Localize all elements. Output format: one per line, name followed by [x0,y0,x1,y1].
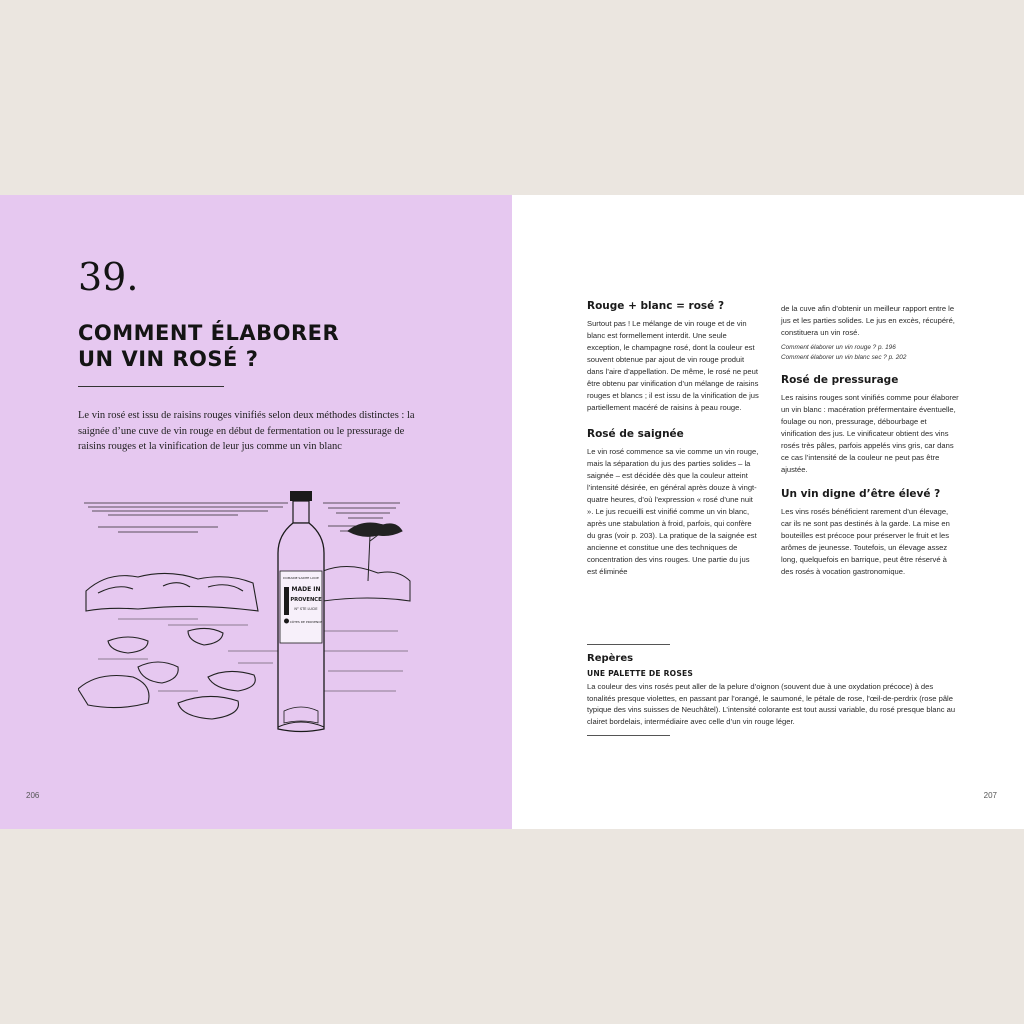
section-heading-saignee: Rosé de saignée [587,428,684,440]
bottle-label-line1: MADE IN [291,586,321,593]
section-text-rouge-blanc: Surtout pas ! Le mélange de vin rouge et de vin blanc est formellement interdit. Une seule exception, le champagne rosé, dont la couleur est souvent obtenue par ajout de vin rouge produit dans l’aire d’appellation. De même, le rosé ne peut être obtenu par vinification d’un mélange de raisins rouges et blancs ; il est issu de la vinification de jus partiellement macéré de raisins à peau rouge. [587,319,759,412]
section-text-continued: de la cuve afin d’obtenir un meilleur rapport entre le jus et les parties solides. Le jus en excès, récupéré, constituera un vin rosé. [781,304,955,337]
title-line-1: COMMENT ÉLABORER [78,321,340,345]
box-top-rule [587,644,670,645]
page-title [78,320,339,372]
reperes-box [587,644,957,736]
bottle-label-line3: N° STE LUCIE [294,607,318,611]
page-number-right: 207 [983,791,997,800]
section-text-saignee: Le vin rosé commence sa vie comme un vin rouge, mais la séparation du jus des parties solides – la saignée – est décidée dès que la couleur atteint l’intensité désirée, en général après douze à vingt-quatre heures, d’où l’expression « rosé d’une nuit ». Le jus recueilli est vinifié comme un vin blanc, après une stabulation à froid, parfois, qui confère du gras (voir p. 203). La pratique de la saignée est ancienne et constitue une des techniques de concentration des vins rouges. Une partie du jus est éliminée [587,447,759,576]
text-column-2 [781,303,959,578]
far-shore [323,566,410,601]
box-subheading: UNE PALETTE DE ROSES [587,669,694,678]
box-heading: Repères [587,653,634,664]
rocks [78,573,258,719]
section-heading-rouge-blanc: Rouge + blanc = rosé ? [587,300,725,312]
section-text-pressurage: Les raisins rouges sont vinifiés comme pour élaborer un vin blanc : macération préfermentaire éventuelle, foulage ou non, pressurage, débourbage et vinification des jus. Le vinificateur obtient des vins rosés très pâles, parfois appelés vins gris, car dans ce cas l’intensité de la couleur ne peut pas être ajustée. [781,393,959,474]
bottle-label-line2: PROVENCE [290,597,322,603]
left-page [0,195,512,829]
chapter-number: 39. [78,255,139,299]
intro-paragraph: Le vin rosé est issu de raisins rouges vinifiés selon deux méthodes distinctes : la saignée d’une cuve de vin rouge en début de fermentation ou le pressurage de raisins rouges et la vinification de leur jus comme un vin blanc [78,410,415,452]
title-line-2: UN VIN ROSÉ ? [78,347,259,371]
book-spread [0,195,1024,829]
box-text: La couleur des vins rosés peut aller de la pelure d’oignon (souvent due à une oxydation précoce) à des tonalités presque violettes, en passant par l’orangé, le saumoné, le pétale de rose, l’œil-de-perdrix (rose pâle typique des vins suisses de Neuchâtel). L’intensité colorante est tout aussi variable, du rosé presque blanc au clairet bordelais, intermédiaire avec celle d’un vin rouge léger. [587,682,956,726]
cross-reference-1: Comment élaborer un vin rouge ? p. 196 [781,344,896,351]
bottle-label-small: DOMAINE SAINTE LUCIE [283,576,319,580]
text-column-1 [587,300,759,578]
cross-reference-2: Comment élaborer un vin blanc sec ? p. 202 [781,353,907,361]
box-bottom-rule [587,735,670,736]
water-lines [98,619,408,691]
bottle-landscape-illustration [78,491,413,736]
section-text-eleve: Les vins rosés bénéficient rarement d’un élevage, car ils ne sont pas destinés à la garde. La mise en bouteilles est précoce pour préserver le fruit et les arômes de jeunesse. Toutefois, un élevage assez long, quelquefois en barrique, peut être réservé à des rosés à vocation gastronomique. [781,507,950,576]
section-heading-pressurage: Rosé de pressurage [781,374,899,386]
wine-bottle-icon [278,491,324,732]
page-number-left: 206 [26,791,40,800]
bottle-label-line4: CÔTES DE PROVENCE [289,620,323,624]
section-heading-eleve: Un vin digne d’être élevé ? [781,488,941,500]
right-page [512,195,1024,829]
title-divider [78,386,224,387]
